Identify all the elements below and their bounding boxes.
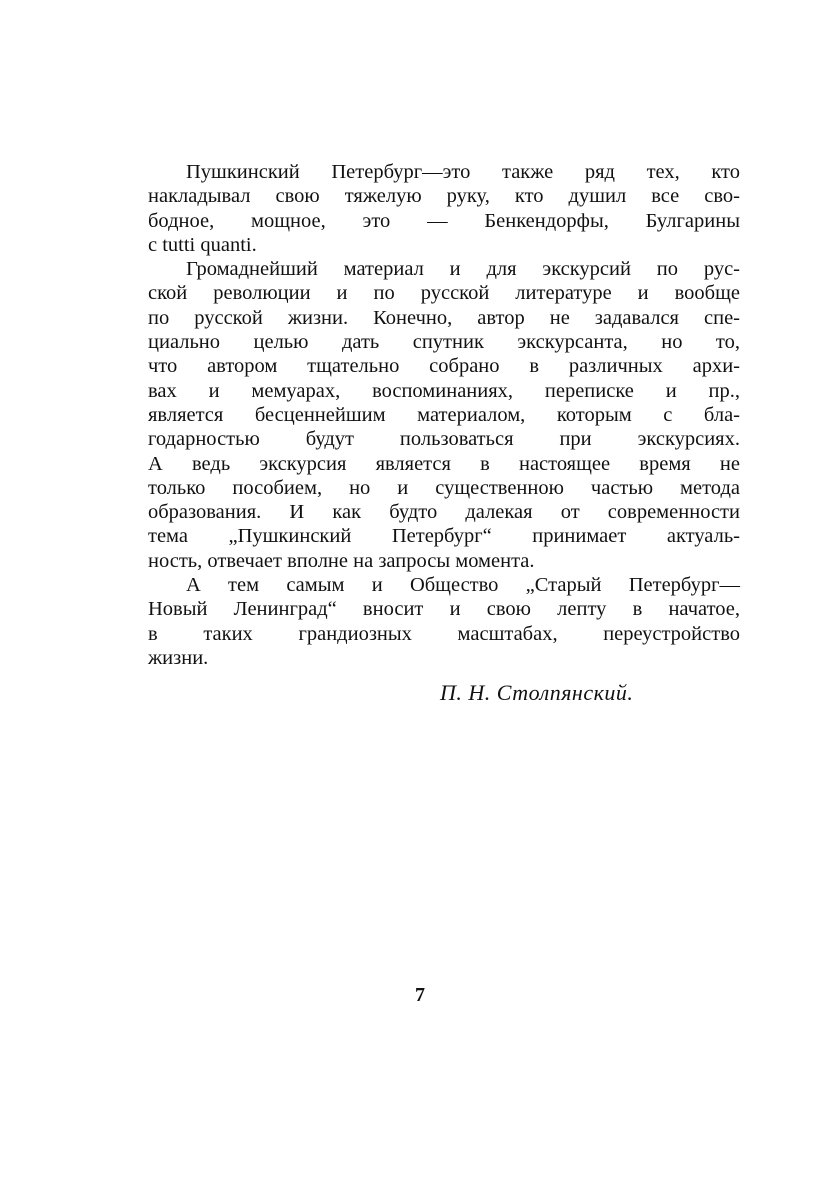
paragraph-1: [148, 160, 740, 257]
text-line: образования. И как будто далекая от современности: [148, 501, 740, 524]
paragraph-3: [148, 573, 740, 670]
text-line: жизни.: [148, 646, 209, 669]
text-line: А тем самым и Общество „Старый Петербург—: [186, 574, 740, 597]
text-line: циально целью дать спутник экскурсанта, но то,: [148, 331, 740, 354]
text-line: Громаднейший материал и для экскурсий по рус-: [186, 258, 740, 281]
text-line: ской революции и по русской литературе и вообще: [148, 282, 740, 305]
paragraph-2: [148, 257, 740, 573]
text-line: Пушкинский Петербург—это также ряд тех, кто: [186, 161, 740, 183]
author-signature: П. Н. Столпянский.: [440, 680, 634, 705]
text-line: бодное, мощное, это — Бенкендорфы, Булгарины: [148, 209, 740, 232]
text-line: что автором тщательно собрано в различных архи-: [148, 355, 740, 378]
text-line: вах и мемуарах, воспоминаниях, переписке и пр.,: [148, 379, 740, 402]
page-number: 7: [415, 984, 425, 1006]
text-line: только пособием, но и существенною частью метода: [148, 476, 740, 499]
text-line: ность, отвечает вполне на запросы момента.: [148, 549, 535, 572]
text-line: по русской жизни. Конечно, автор не задавался спе-: [148, 306, 740, 329]
text-line: Новый Ленинград“ вносит и свою лепту в начатое,: [148, 598, 740, 621]
text-line: тема „Пушкинский Петербург“ принимает актуаль-: [148, 525, 740, 548]
text-line: является бесценнейшим материалом, которым с бла-: [148, 403, 740, 426]
text-line: годарностью будут пользоваться при экскурсиях.: [148, 428, 740, 451]
text-line: с tutti quanti.: [148, 233, 257, 256]
text-line: накладывал свою тяжелую руку, кто душил все сво-: [148, 185, 740, 208]
text-line: А ведь экскурсия является в настоящее время не: [148, 452, 740, 475]
body-text: [148, 160, 740, 670]
text-line: в таких грандиозных масштабах, переустройство: [148, 622, 740, 645]
